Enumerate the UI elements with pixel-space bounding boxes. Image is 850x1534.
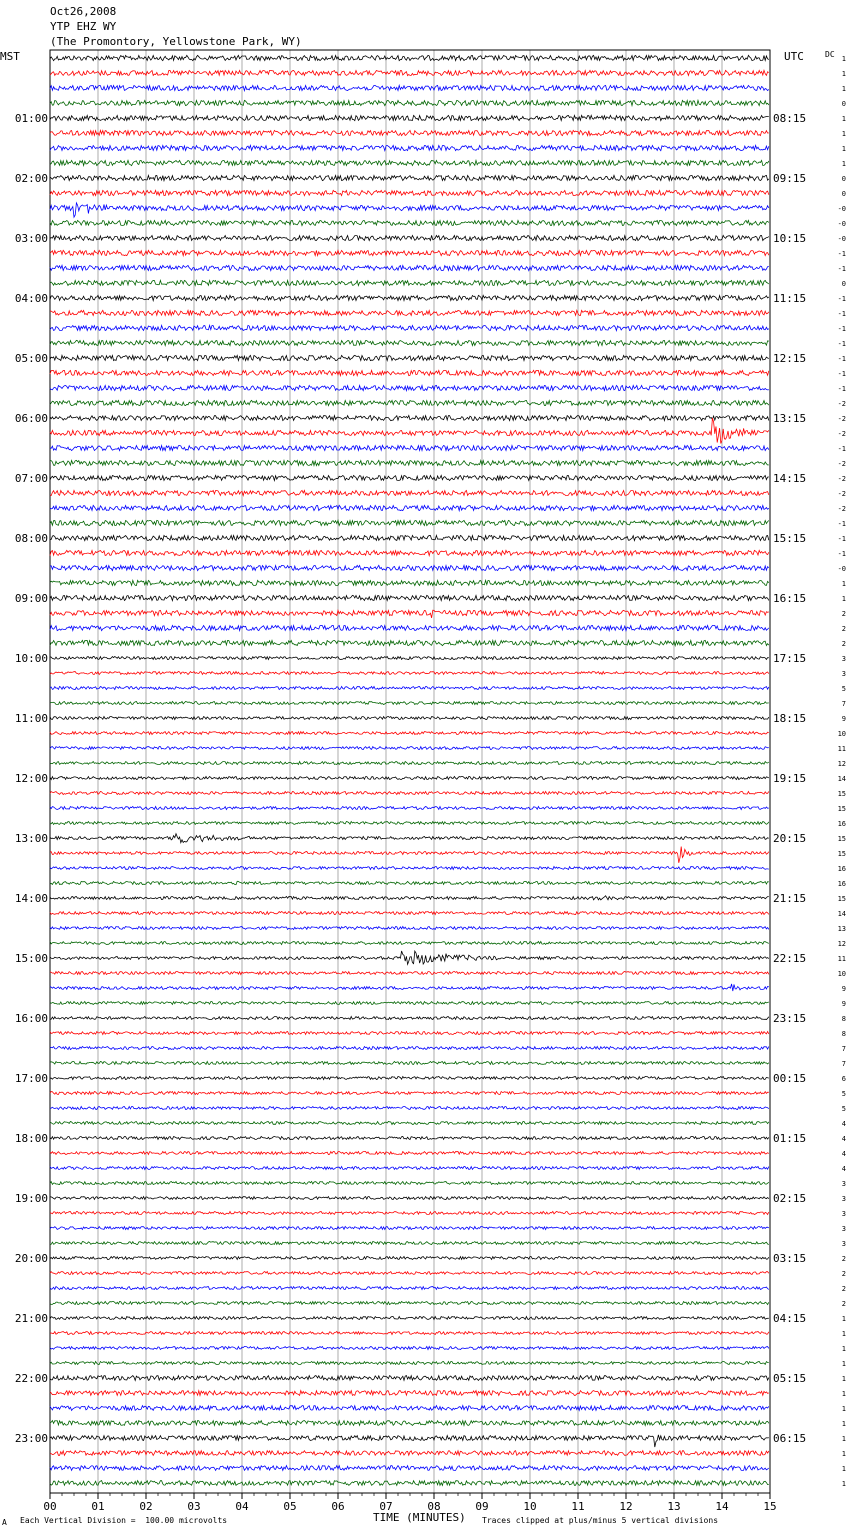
dc-offset-label: 10: [837, 730, 846, 738]
dc-offset-label: 1: [841, 160, 846, 168]
trace-27: [50, 460, 769, 465]
x-tick-label: 04: [235, 1500, 249, 1513]
left-hour-label: 20:00: [14, 1252, 48, 1265]
left-hour-label: 22:00: [14, 1372, 48, 1385]
trace-1: [50, 70, 769, 75]
dc-offset-label: 1: [841, 1315, 846, 1323]
dc-offset-label: 3: [841, 1195, 846, 1203]
right-hour-label: 05:15: [773, 1372, 807, 1385]
dc-offset-label: 15: [837, 790, 846, 798]
x-tick-label: 09: [475, 1500, 489, 1513]
trace-92: [50, 1435, 769, 1447]
dc-offset-label: 1: [841, 580, 846, 588]
dc-offset-label: -0: [837, 565, 846, 573]
trace-45: [50, 732, 769, 735]
trace-12: [50, 235, 769, 240]
right-hour-label: 01:15: [773, 1132, 807, 1145]
dc-offset-label: -1: [837, 520, 846, 528]
trace-52: [50, 834, 769, 843]
right-hour-label: 09:15: [773, 172, 807, 185]
x-tick-label: 01: [91, 1500, 105, 1513]
trace-31: [50, 520, 769, 525]
dc-offset-label: 15: [837, 895, 846, 903]
trace-41: [50, 672, 769, 675]
dc-offset-label: 2: [841, 625, 846, 633]
dc-offset-label: 9: [841, 715, 846, 723]
trace-38: [50, 625, 769, 630]
x-tick-label: 02: [139, 1500, 153, 1513]
dc-offset-label: -1: [837, 370, 846, 378]
trace-26: [50, 445, 769, 450]
trace-15: [50, 280, 769, 285]
dc-offset-label: -0: [837, 220, 846, 228]
trace-60: [50, 951, 769, 964]
dc-offset-label: -1: [837, 535, 846, 543]
trace-39: [50, 640, 769, 645]
dc-offset-label: 1: [841, 1420, 846, 1428]
trace-54: [50, 867, 769, 870]
right-hour-label: 03:15: [773, 1252, 807, 1265]
dc-offset-label: 0: [841, 175, 846, 183]
dc-offset-label: 1: [841, 1450, 846, 1458]
trace-65: [50, 1032, 769, 1035]
trace-91: [50, 1421, 769, 1426]
x-tick-label: 00: [43, 1500, 57, 1513]
trace-30: [50, 505, 769, 510]
trace-57: [50, 912, 769, 915]
trace-84: [50, 1317, 769, 1320]
trace-49: [50, 792, 769, 795]
dc-offset-label: -2: [837, 400, 846, 408]
trace-3: [50, 100, 769, 105]
dc-offset-label: -1: [837, 340, 846, 348]
right-hour-label: 04:15: [773, 1312, 807, 1325]
dc-offset-label: 13: [837, 925, 846, 933]
trace-93: [50, 1451, 769, 1456]
time-axis: [43, 1493, 776, 1513]
station-code: YTP EHZ WY: [50, 20, 117, 33]
trace-63: [50, 1002, 769, 1005]
trace-89: [50, 1391, 769, 1396]
left-hour-label: 01:00: [14, 112, 48, 125]
left-hour-label: 03:00: [14, 232, 48, 245]
dc-offset-label: 12: [837, 940, 846, 948]
trace-55: [50, 881, 769, 884]
dc-offset-label: 1: [841, 70, 846, 78]
x-tick-label: 07: [379, 1500, 393, 1513]
dc-offset-label: -2: [837, 505, 846, 513]
left-hour-label: 12:00: [14, 772, 48, 785]
trace-82: [50, 1287, 769, 1290]
dc-offset-label: 15: [837, 805, 846, 813]
dc-offset-label: 1: [841, 1435, 846, 1443]
trace-32: [50, 535, 769, 540]
left-hour-label: 07:00: [14, 472, 48, 485]
trace-11: [50, 220, 769, 225]
trace-59: [50, 942, 769, 945]
dc-offset-label: 1: [841, 55, 846, 63]
dc-offset-label: 0: [841, 190, 846, 198]
dc-offset-label: 5: [841, 1105, 846, 1113]
trace-7: [50, 160, 769, 165]
x-axis-title: TIME (MINUTES): [373, 1511, 466, 1524]
dc-offset-label: -2: [837, 475, 846, 483]
trace-88: [50, 1376, 769, 1381]
trace-19: [50, 340, 769, 345]
dc-offset-label: 16: [837, 820, 846, 828]
dc-offset-label: -1: [837, 310, 846, 318]
x-tick-label: 12: [619, 1500, 633, 1513]
trace-24: [50, 416, 769, 421]
dc-offset-label: -2: [837, 430, 846, 438]
trace-53: [50, 847, 769, 863]
dc-offset-label: 4: [841, 1165, 846, 1173]
dc-offset-label: 1: [841, 145, 846, 153]
dc-offset-label: -2: [837, 460, 846, 468]
dc-offset-label: 14: [837, 775, 846, 783]
trace-36: [50, 595, 769, 600]
trace-17: [50, 310, 769, 315]
trace-83: [50, 1302, 769, 1305]
dc-offset-label: -1: [837, 325, 846, 333]
right-hour-label: 17:15: [773, 652, 807, 665]
right-hour-label: 23:15: [773, 1012, 807, 1025]
left-hour-label: 16:00: [14, 1012, 48, 1025]
vertical-scale-note: Each Vertical Division = 100.00 microvolts: [20, 1516, 228, 1525]
trace-33: [50, 550, 769, 555]
left-hour-label: 09:00: [14, 592, 48, 605]
left-hour-label: 10:00: [14, 652, 48, 665]
left-hour-label: 19:00: [14, 1192, 48, 1205]
trace-21: [50, 370, 769, 375]
trace-2: [50, 85, 769, 90]
dc-offset-label: 2: [841, 1255, 846, 1263]
left-hour-label: 06:00: [14, 412, 48, 425]
dc-offset-label: 3: [841, 655, 846, 663]
dc-offset-label: 1: [841, 1345, 846, 1353]
trace-75: [50, 1182, 769, 1185]
dc-offset-label: 1: [841, 1360, 846, 1368]
dc-offset-label: 7: [841, 1045, 846, 1053]
right-hour-label: 11:15: [773, 292, 807, 305]
dc-offset-label: 3: [841, 1240, 846, 1248]
x-tick-label: 11: [571, 1500, 585, 1513]
trace-28: [50, 475, 769, 480]
trace-25: [50, 418, 769, 444]
trace-73: [50, 1152, 769, 1155]
right-hour-label: 19:15: [773, 772, 807, 785]
dc-offset-label: 1: [841, 1480, 846, 1488]
right-hour-label: 13:15: [773, 412, 807, 425]
trace-77: [50, 1212, 769, 1215]
dc-offset-label: 6: [841, 1075, 846, 1083]
station-location: (The Promontory, Yellowstone Park, WY): [50, 35, 302, 48]
trace-85: [50, 1332, 769, 1335]
dc-offset-label: 7: [841, 700, 846, 708]
left-hour-label: 08:00: [14, 532, 48, 545]
dc-offset-label: 1: [841, 1405, 846, 1413]
dc-offset-label: 9: [841, 985, 846, 993]
dc-offset-label: 2: [841, 1270, 846, 1278]
left-hour-label: 04:00: [14, 292, 48, 305]
trace-67: [50, 1062, 769, 1065]
right-hour-label: 06:15: [773, 1432, 807, 1445]
x-tick-label: 15: [763, 1500, 777, 1513]
dc-offset-label: 4: [841, 1150, 846, 1158]
right-hour-label: 02:15: [773, 1192, 807, 1205]
trace-64: [50, 1017, 769, 1020]
trace-74: [50, 1167, 769, 1170]
left-hour-label: 02:00: [14, 172, 48, 185]
dc-offset-label: 2: [841, 1300, 846, 1308]
dc-offset-label: 2: [841, 640, 846, 648]
right-hour-label: 08:15: [773, 112, 807, 125]
trace-5: [50, 130, 769, 135]
dc-offset-label: 0: [841, 100, 846, 108]
dc-offset-label: 3: [841, 1180, 846, 1188]
trace-23: [50, 400, 769, 405]
trace-40: [50, 657, 769, 660]
dc-offset-label: 1: [841, 130, 846, 138]
trace-78: [50, 1227, 769, 1230]
dc-offset-label: 3: [841, 670, 846, 678]
dc-offset-label: 4: [841, 1135, 846, 1143]
dc-offset-label: 1: [841, 1330, 846, 1338]
dc-offset-label: 15: [837, 835, 846, 843]
trace-80: [50, 1257, 769, 1260]
trace-14: [50, 265, 769, 270]
x-tick-label: 06: [331, 1500, 345, 1513]
trace-4: [50, 115, 769, 120]
dc-offset-label: 3: [841, 1225, 846, 1233]
dc-offset-label: 12: [837, 760, 846, 768]
trace-44: [50, 717, 769, 720]
trace-10: [50, 203, 769, 217]
dc-offset-label: -0: [837, 235, 846, 243]
left-hour-label: 05:00: [14, 352, 48, 365]
left-hour-label: 21:00: [14, 1312, 48, 1325]
trace-35: [50, 580, 769, 585]
trace-16: [50, 295, 769, 300]
dc-offset-label: 1: [841, 595, 846, 603]
trace-87: [50, 1362, 769, 1365]
dc-offset-label: 2: [841, 610, 846, 618]
trace-95: [50, 1481, 769, 1486]
trace-18: [50, 325, 769, 330]
x-tick-label: 03: [187, 1500, 201, 1513]
dc-offset-label: 1: [841, 1375, 846, 1383]
trace-22: [50, 385, 769, 390]
dc-offset-label: -1: [837, 355, 846, 363]
right-hour-label: 16:15: [773, 592, 807, 605]
trace-42: [50, 687, 769, 690]
trace-50: [50, 807, 769, 810]
right-hour-label: 18:15: [773, 712, 807, 725]
dc-offset-label: 2: [841, 1285, 846, 1293]
trace-90: [50, 1406, 769, 1411]
dc-offset-label: -1: [837, 445, 846, 453]
dc-offset-labels: [838, 55, 846, 1488]
left-hour-label: 13:00: [14, 832, 48, 845]
trace-46: [50, 747, 769, 750]
dc-offset-label: 14: [837, 910, 846, 918]
dc-offset-label: 1: [841, 1465, 846, 1473]
trace-47: [50, 762, 769, 765]
x-tick-label: 05: [283, 1500, 297, 1513]
dc-offset-label: 1: [841, 85, 846, 93]
trace-68: [50, 1077, 769, 1080]
dc-offset-label: 4: [841, 1120, 846, 1128]
left-hour-label: 23:00: [14, 1432, 48, 1445]
trace-48: [50, 777, 769, 780]
left-hour-label: 18:00: [14, 1132, 48, 1145]
trace-70: [50, 1107, 769, 1110]
trace-81: [50, 1272, 769, 1275]
dc-offset-label: 11: [837, 955, 846, 963]
dc-offset-label: 1: [841, 1390, 846, 1398]
left-hour-label: 14:00: [14, 892, 48, 905]
trace-76: [50, 1197, 769, 1200]
trace-71: [50, 1122, 769, 1125]
dc-offset-label: -0: [837, 205, 846, 213]
trace-13: [50, 250, 769, 255]
trace-79: [50, 1242, 769, 1245]
dc-offset-label: 0: [841, 280, 846, 288]
right-hour-label: 14:15: [773, 472, 807, 485]
right-hour-label: 21:15: [773, 892, 807, 905]
left-timezone-label: MST: [0, 50, 20, 63]
dc-offset-label: 16: [837, 880, 846, 888]
dc-offset-label: 16: [837, 865, 846, 873]
left-hour-label: 15:00: [14, 952, 48, 965]
dc-offset-label: 8: [841, 1015, 846, 1023]
trace-61: [50, 972, 769, 975]
trace-56: [50, 896, 769, 900]
right-hour-label: 12:15: [773, 352, 807, 365]
dc-offset-label: 9: [841, 1000, 846, 1008]
dc-offset-label: 15: [837, 850, 846, 858]
trace-51: [50, 822, 769, 825]
right-hour-label: 22:15: [773, 952, 807, 965]
footer-mark: A: [2, 1518, 7, 1527]
dc-offset-label: -1: [837, 295, 846, 303]
x-tick-label: 14: [715, 1500, 729, 1513]
dc-offset-label: -1: [837, 265, 846, 273]
dc-offset-label: 11: [837, 745, 846, 753]
right-hour-label: 15:15: [773, 532, 807, 545]
dc-offset-label: 7: [841, 1060, 846, 1068]
trace-58: [50, 927, 769, 930]
trace-0: [50, 55, 769, 60]
left-hour-label: 11:00: [14, 712, 48, 725]
trace-29: [50, 490, 769, 495]
trace-86: [50, 1347, 769, 1350]
trace-94: [50, 1466, 769, 1471]
left-hour-label: 17:00: [14, 1072, 48, 1085]
trace-69: [50, 1092, 769, 1095]
trace-72: [50, 1137, 769, 1140]
trace-43: [50, 702, 769, 705]
record-date: Oct26,2008: [50, 5, 117, 18]
trace-8: [50, 175, 769, 180]
x-tick-label: 13: [667, 1500, 681, 1513]
trace-9: [50, 190, 769, 195]
right-hour-label: 00:15: [773, 1072, 807, 1085]
dc-offset-label: 5: [841, 685, 846, 693]
x-tick-label: 10: [523, 1500, 537, 1513]
right-hour-label: 20:15: [773, 832, 807, 845]
dc-offset-label: -2: [837, 415, 846, 423]
dc-offset-label: 1: [841, 115, 846, 123]
trace-20: [50, 355, 769, 360]
trace-34: [50, 565, 769, 570]
x-tick-label: 08: [427, 1500, 441, 1513]
dc-offset-label: 10: [837, 970, 846, 978]
trace-66: [50, 1047, 769, 1050]
dc-offset-label: 8: [841, 1030, 846, 1038]
dc-offset-label: 5: [841, 1090, 846, 1098]
right-hour-label: 10:15: [773, 232, 807, 245]
dc-offset-label: 3: [841, 1210, 846, 1218]
dc-offset-label: -2: [837, 490, 846, 498]
trace-62: [50, 984, 769, 991]
trace-6: [50, 145, 769, 150]
seismic-traces: [50, 55, 769, 1485]
right-timezone-label: UTC: [784, 50, 804, 63]
dc-offset-label: -1: [837, 250, 846, 258]
dc-offset-label: -1: [837, 385, 846, 393]
clip-note: Traces clipped at plus/minus 5 vertical divisions: [482, 1516, 719, 1525]
dc-offset-label: -1: [837, 550, 846, 558]
dc-column-label: DC: [825, 50, 835, 59]
trace-37: [50, 610, 769, 618]
